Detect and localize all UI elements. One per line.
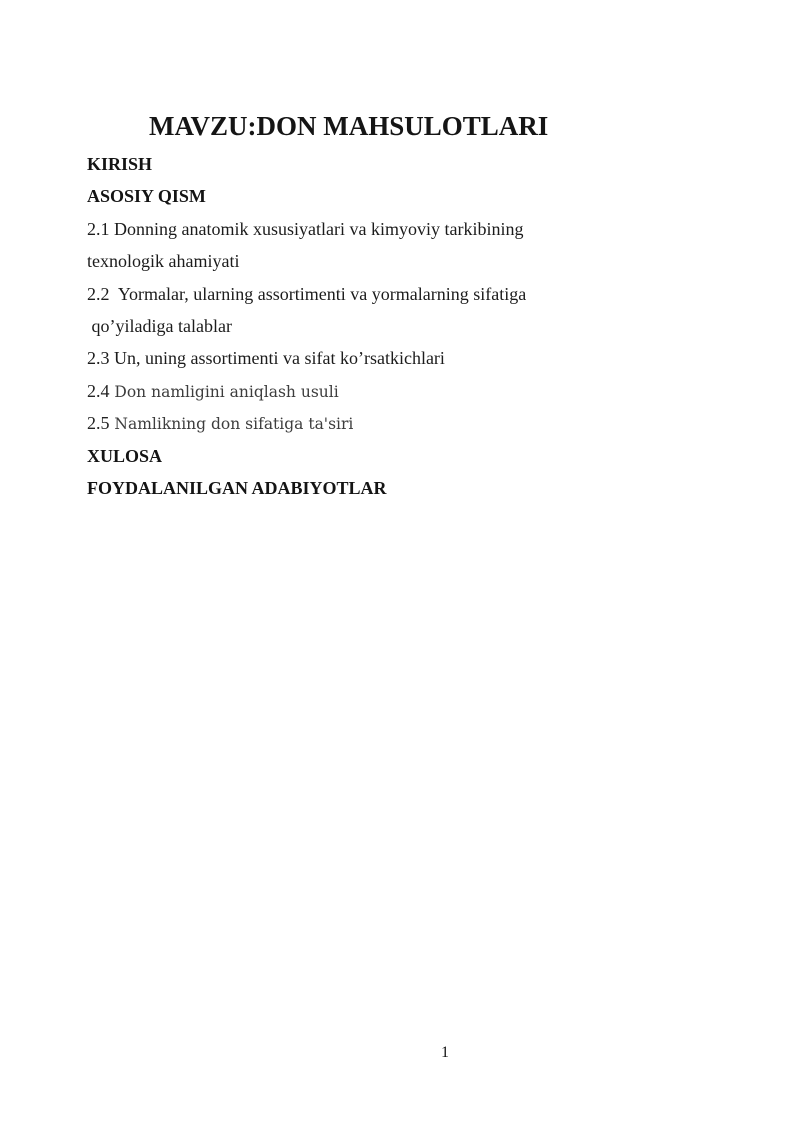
toc-line-label: Namlikning don sifatiga ta'siri xyxy=(109,415,354,434)
page-number: 1 xyxy=(441,1044,449,1061)
toc-line-number: 2.4 xyxy=(87,380,110,401)
toc-line: ASOSIY QISM xyxy=(87,186,206,207)
toc-line-number: 2.5 xyxy=(87,413,110,434)
toc-line-label: Don namligini aniqlash usuli xyxy=(109,382,339,401)
toc-line: 2.2 Yormalar, ularning assortimenti va yormalarning sifatiga xyxy=(87,283,527,304)
toc-line: qo’yiladiga talablar xyxy=(87,316,232,336)
document-page xyxy=(87,0,713,504)
table-of-contents xyxy=(87,148,713,504)
toc-line: FOYDALANILGAN ADABIYOTLAR xyxy=(87,477,387,498)
toc-line: XULOSA xyxy=(87,445,163,466)
toc-line: 2.1 Donning anatomik xususiyatlari va kimyoviy tarkibining xyxy=(87,218,524,239)
toc-line: texnologik ahamiyati xyxy=(87,251,240,272)
toc-line xyxy=(87,375,713,407)
toc-line: KIRISH xyxy=(87,154,153,175)
toc-line xyxy=(87,407,713,439)
toc-line: 2.3 Un, uning assortimenti va sifat ko’rsatkichlari xyxy=(87,348,445,369)
document-title: MAVZU:DON MAHSULOTLARI xyxy=(149,111,549,141)
